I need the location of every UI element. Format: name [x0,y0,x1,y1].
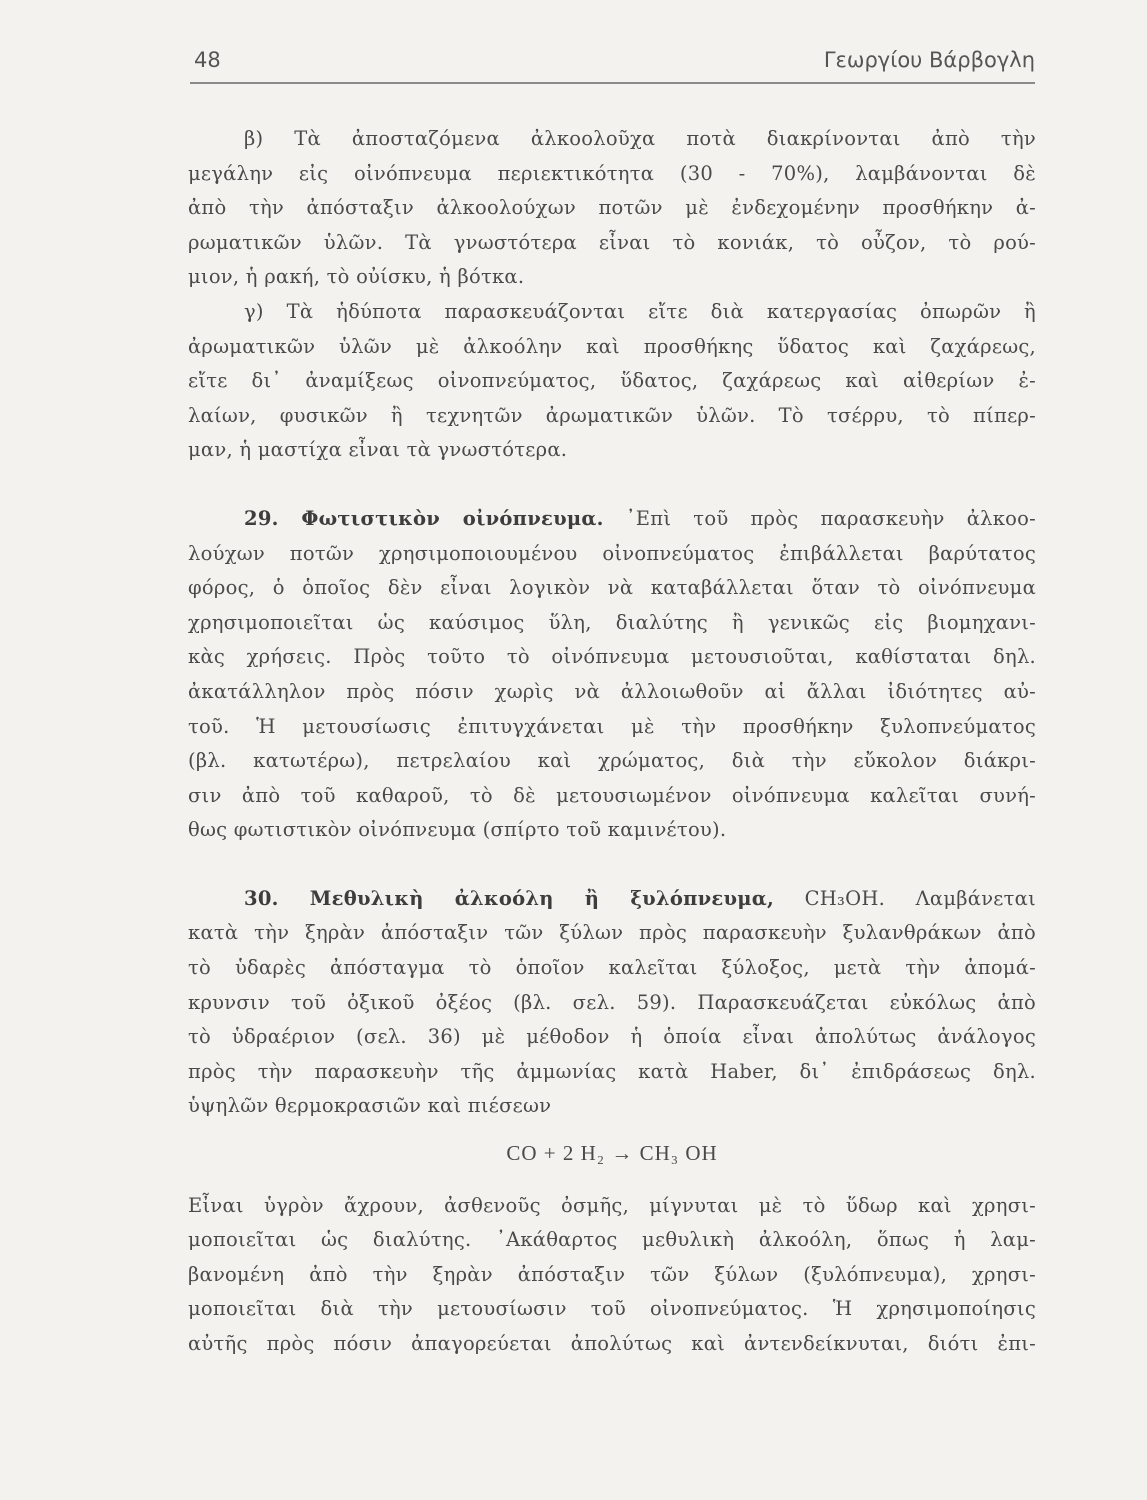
text-line: ἀπὸ τὴν ἀπόσταξιν ἀλκοολούχων ποτῶν μὲ ἐνδεχομένην προσθήκην ἀ- [188,196,1036,220]
section-30-heading: 30. Μεθυλικὴ ἀλκοόλη ἢ ξυλόπνευμα, [244,886,775,910]
section-29-lead: ᾿Επὶ τοῦ πρὸς παρασκευὴν ἀλκοο- [625,506,1036,530]
paragraph-b [188,122,1036,295]
section-30-lead: CH₃OH. Λαμβάνεται [804,886,1037,910]
text-line: φόρος, ὁ ὁποῖος δὲν εἶναι λογικὸν νὰ καταβάλλεται ὅταν τὸ οἰνόπνευμα [188,576,1036,600]
section-29 [188,502,1036,848]
text-line: μεγάλην εἰς οἰνόπνευμα περιεκτικότητα (30 - 70%), λαμβάνονται δὲ [188,161,1036,185]
body-text [188,122,1036,1362]
spacer [188,848,1036,882]
page-number: 48 [194,48,221,72]
text-line: λούχων ποτῶν χρησιμοποιουμένου οἰνοπνεύματος ἐπιβάλλεται βαρύτατος [188,541,1036,565]
text-line: κὰς χρήσεις. Πρὸς τοῦτο τὸ οἰνόπνευμα μετουσιοῦται, καθίσταται δηλ. [188,645,1036,669]
text-line: αὐτῆς πρὸς πόσιν ἀπαγορεύεται ἀπολύτως καὶ ἀντενδείκνυται, διότι ἐπι- [188,1332,1036,1355]
text-line: μαν, ἡ μαστίχα εἶναι τὰ γνωστότερα. [188,438,568,462]
text-line: χρησιμοποιεῖται ὡς καύσιμος ὕλη, διαλύτης ἢ γενικῶς εἰς βιομηχανι- [188,610,1036,634]
running-header [190,40,1035,84]
spacer [188,468,1036,502]
text-line: τὸ ὑδραέριον (σελ. 36) μὲ μέθοδον ἡ ὁποία εἶναι ἀπολύτως ἀνάλογος [188,1025,1036,1049]
text-line: μοποιεῖται διὰ τὴν μετουσίωσιν τοῦ οἰνοπνεύματος. Ἡ χρησιμοποίησις [188,1297,1036,1321]
text-line: ὑψηλῶν θερμοκρασιῶν καὶ πιέσεων [188,1094,552,1118]
text-line: θως φωτιστικὸν οἰνόπνευμα (σπίρτο τοῦ καμινέτου). [188,818,727,842]
text-line: τὸ ὑδαρὲς ἀπόσταγμα τὸ ὁποῖον καλεῖται ξύλοξος, μετὰ τὴν ἀπομά- [188,956,1036,980]
text-line: βανομένη ἀπὸ τὴν ξηρὰν ἀπόσταξιν τῶν ξύλων (ξυλόπνευμα), χρησι- [188,1262,1036,1286]
text-line: ἀρωματικῶν ὑλῶν μὲ ἀλκοόλην καὶ προσθήκης ὕδατος καὶ ζαχάρεως, [188,334,1036,358]
text-line: ἀκατάλληλον πρὸς πόσιν χωρὶς νὰ ἀλλοιωθοῦν αἱ ἄλλαι ἰδιότητες αὐ- [188,679,1036,703]
text-line: τοῦ. Ἡ μετουσίωσις ἐπιτυγχάνεται μὲ τὴν προσθήκην ξυλοπνεύματος [188,714,1036,738]
text-line: σιν ἀπὸ τοῦ καθαροῦ, τὸ δὲ μετουσιωμένον οἰνόπνευμα καλεῖται συνή- [188,783,1036,807]
paragraph-g [188,295,1036,468]
text-line [188,502,1036,537]
chemical-equation: CO + 2 H₂ → CH₃ OH [506,1141,718,1166]
text-line: β) Τὰ ἀποσταζόμενα ἀλκοολοῦχα ποτὰ διακρίνονται ἀπὸ τὴν [244,127,1036,150]
text-line: πρὸς τὴν παρασκευὴν τῆς ἀμμωνίας κατὰ Haber, δι᾽ ἐπιδράσεως δηλ. [188,1059,1036,1083]
text-line: γ) Τὰ ἡδύποτα παρασκευάζονται εἴτε διὰ κατεργασίας ὀπωρῶν ἢ [244,299,1036,323]
text-line: εἴτε δι᾽ ἀναμίξεως οἰνοπνεύματος, ὕδατος, ζαχάρεως καὶ αἰθερίων ἐ- [188,369,1036,393]
text-line [188,882,1036,917]
text-line: Εἶναι ὑγρὸν ἄχρουν, ἀσθενοῦς ὀσμῆς, μίγνυται μὲ τὸ ὕδωρ καὶ χρησι- [188,1193,1036,1217]
section-30 [188,882,1036,1362]
text-line: κρυνσιν τοῦ ὀξικοῦ ὀξέος (βλ. σελ. 59). Παρασκευάζεται εὐκόλως ἀπὸ [188,990,1036,1014]
text-line: μοποιεῖται ὡς διαλύτης. ᾿Ακάθαρτος μεθυλικὴ ἀλκοόλη, ὅπως ἡ λαμ- [188,1228,1036,1252]
text-line: μιον, ἡ ρακή, τὸ οὐίσκυ, ἡ βότκα. [188,265,525,289]
running-head-author: Γεωργίου Βάρβογλη [823,48,1035,72]
text-line: ρωματικῶν ὑλῶν. Τὰ γνωστότερα εἶναι τὸ κονιάκ, τὸ οὖζον, τὸ ρού- [188,230,1036,254]
text-line: (βλ. κατωτέρω), πετρελαίου καὶ χρώματος, διὰ τὴν εὔκολον διάκρι- [188,749,1036,773]
section-29-heading: 29. Φωτιστικὸν οἰνόπνευμα. [244,506,604,530]
text-line: λαίων, φυσικῶν ἢ τεχνητῶν ἀρωματικῶν ὑλῶν. Τὸ τσέρρυ, τὸ πίπερ- [188,403,1036,427]
text-line: κατὰ τὴν ξηρὰν ἀπόσταξιν τῶν ξύλων πρὸς παρασκευὴν ξυλανθράκων ἀπὸ [188,921,1036,945]
